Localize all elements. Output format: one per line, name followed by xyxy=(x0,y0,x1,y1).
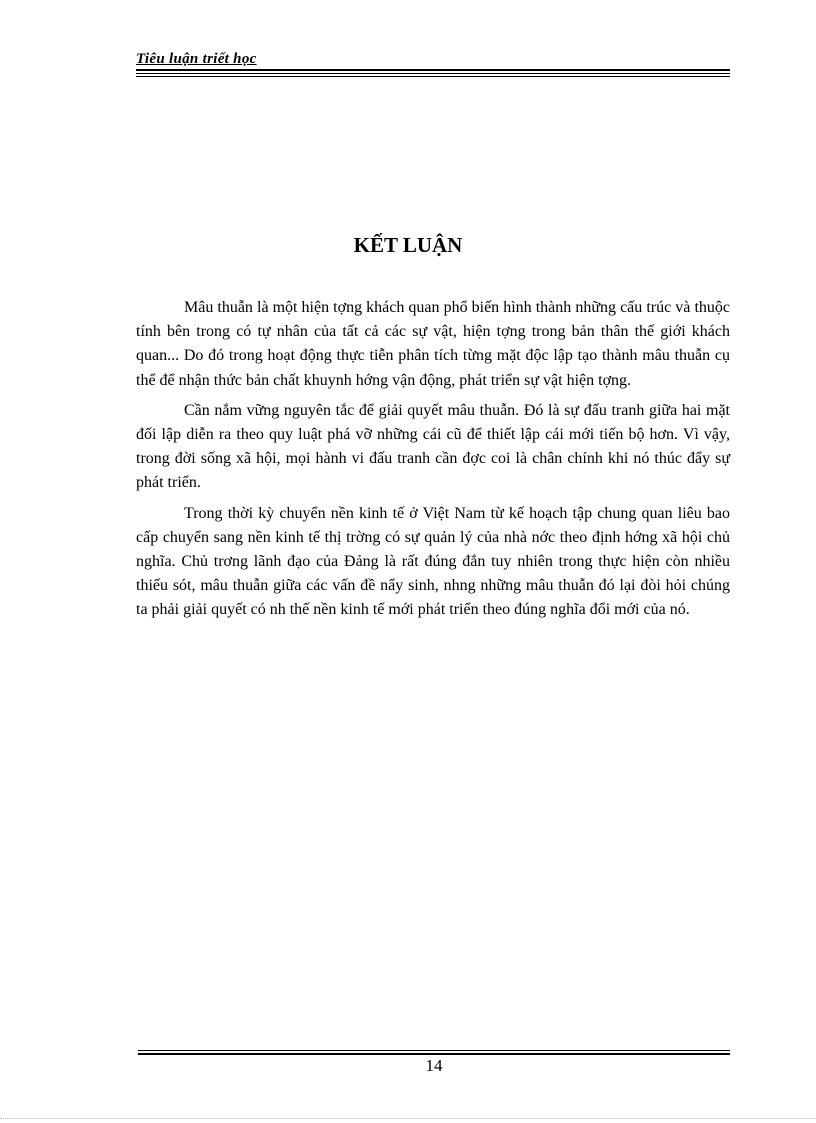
paragraph: Trong thời kỳ chuyển nền kinh tế ở Việt Nam từ kế hoạch tập chung quan liêu bao cấp chuyển sang nền kinh tế thị trờng có sự quản lý của nhà nớc theo định hớng xã hội chủ nghĩa. Chủ trơng lãnh đạo của Đảng là rất đúng đắn tuy nhiên trong thực hiện còn nhiều thiếu sót, mâu thuẫn giữa các vấn đề nẩy sinh, nhng những mâu thuẫn đó lại đòi hỏi chúng ta phải giải quyết có nh thế nền kinh tế mới phát triển theo đúng nghĩa đổi mới của nó. xyxy=(136,504,730,619)
footer-rule xyxy=(138,1050,730,1051)
page-number: 14 xyxy=(425,1056,443,1075)
header-rule-secondary xyxy=(136,76,730,77)
page-footer xyxy=(138,1050,730,1076)
header-rule xyxy=(136,69,730,74)
page-header xyxy=(136,50,730,77)
footer-rule-secondary xyxy=(138,1053,730,1055)
page-edge-divider xyxy=(0,1118,816,1119)
header-title: Tiêu luận triết học xyxy=(136,51,257,67)
document-body xyxy=(136,296,730,629)
paragraph: Mâu thuẫn là một hiện tợng khách quan phổ biến hình thành những cấu trúc và thuộc tính bên trong có tự nhân của tất cả các sự vật, hiện tợng trong bản thân thế giới khách quan... Do đó trong hoạt động thực tiễn phân tích từng mặt độc lập tạo thành mâu thuẫn cụ thể để nhận thức bản chất khuynh hớng vận động, phát triển sự vật hiện tợng. xyxy=(136,299,730,389)
paragraph: Cần nắm vững nguyên tắc để giải quyết mâu thuẫn. Đó là sự đấu tranh giữa hai mặt đối lập diễn ra theo quy luật phá vỡ những cái cũ để thiết lập cái mới tiến bộ hơn. Vì vậy, trong đời sống xã hội, mọi hành vi đấu tranh cần đợc coi là chân chính khi nó thúc đẩy sự phát triển. xyxy=(136,401,730,492)
section-title: KẾT LUẬN xyxy=(353,233,463,257)
